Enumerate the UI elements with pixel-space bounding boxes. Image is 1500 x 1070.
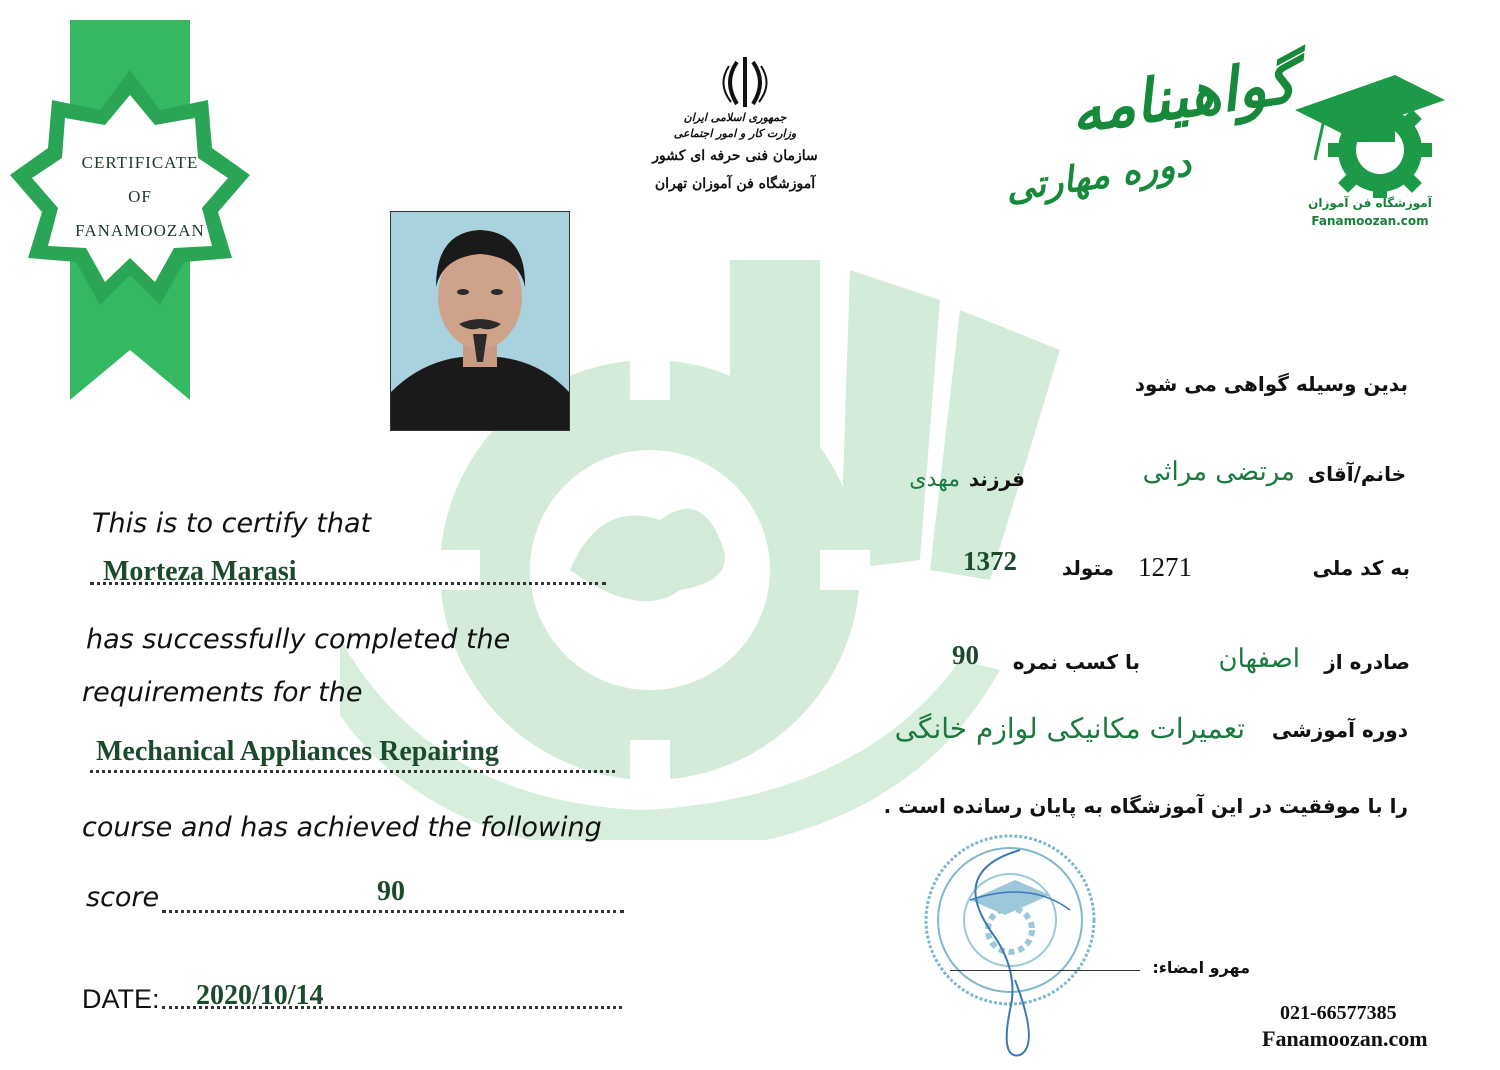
logo-persian-name: آموزشگاه فن آموزان (1308, 196, 1432, 210)
date-label: DATE: (82, 984, 160, 1014)
score-label: score (86, 882, 160, 913)
english-date: 2020/10/14 (196, 980, 324, 1011)
persian-born: 1372 (963, 546, 1017, 576)
persian-national-code: 1271 (1138, 552, 1192, 582)
persian-title-label: خانم/آقای (1307, 462, 1406, 486)
iran-emblem-icon (715, 52, 775, 112)
persian-score: 90 (952, 640, 979, 670)
score-dotted-line (162, 910, 624, 913)
persian-intro: بدین وسیله گواهی می شود (1134, 372, 1408, 396)
portrait-photo (390, 211, 570, 431)
signature-line (950, 970, 1140, 971)
persian-national-code-label: به کد ملی (1312, 556, 1410, 580)
persian-father: مهدی (909, 467, 960, 492)
persian-name: مرتضی مراثی (1142, 457, 1295, 487)
footer-site: Fanamoozan.com (1262, 1026, 1428, 1051)
gov-line-4: آموزشگاه فن آموزان تهران (654, 176, 816, 192)
signature-label: مهرو امضاء: (1152, 958, 1250, 977)
requirements-text: requirements for the (82, 677, 363, 708)
gov-line-3: سازمان فنی حرفه ای کشور (652, 148, 818, 164)
certify-text: This is to certify that (92, 508, 372, 539)
persian-course-label: دوره آموزشی (1271, 718, 1408, 742)
person-silhouette-icon (391, 212, 569, 430)
english-score: 90 (377, 876, 405, 907)
ribbon-line-1: CERTIFICATE (81, 153, 199, 172)
achieved-text: course and has achieved the following (82, 812, 602, 843)
english-name: Morteza Marasi (103, 556, 297, 587)
completed-text: has successfully completed the (86, 624, 511, 655)
footer-phone: 021-66577385 (1280, 1002, 1397, 1024)
persian-born-label: متولد (1061, 556, 1114, 580)
persian-child-of-label: فرزند (968, 467, 1025, 491)
persian-course: تعمیرات مکانیکی لوازم خانگی (894, 712, 1245, 745)
certificate-subtitle: دوره مهارتی (1002, 142, 1194, 210)
ribbon-line-2: OF (128, 187, 152, 206)
persian-closing: را با موفقیت در این آموزشگاه به پایان رسانده است . (883, 794, 1408, 818)
gov-line-2: وزارت کار و امور اجتماعی (673, 127, 797, 140)
english-course: Mechanical Appliances Repairing (96, 736, 499, 767)
logo-site: Fanamoozan.com (1311, 214, 1429, 228)
persian-issued-city: اصفهان (1218, 644, 1300, 674)
ribbon-line-3: FANAMOOZAN (75, 221, 205, 240)
government-header (620, 110, 850, 198)
ribbon-text (60, 146, 220, 248)
gov-line-1: جمهوری اسلامی ایران (683, 111, 787, 124)
certificate-title: گواهینامه (1066, 46, 1301, 148)
persian-issued-label: صادره از (1324, 650, 1410, 674)
fanamoozan-logo-icon (1285, 70, 1455, 200)
course-dotted-line (90, 770, 615, 773)
persian-score-label: با کسب نمره (1012, 650, 1140, 674)
signature-icon (930, 840, 1130, 1070)
